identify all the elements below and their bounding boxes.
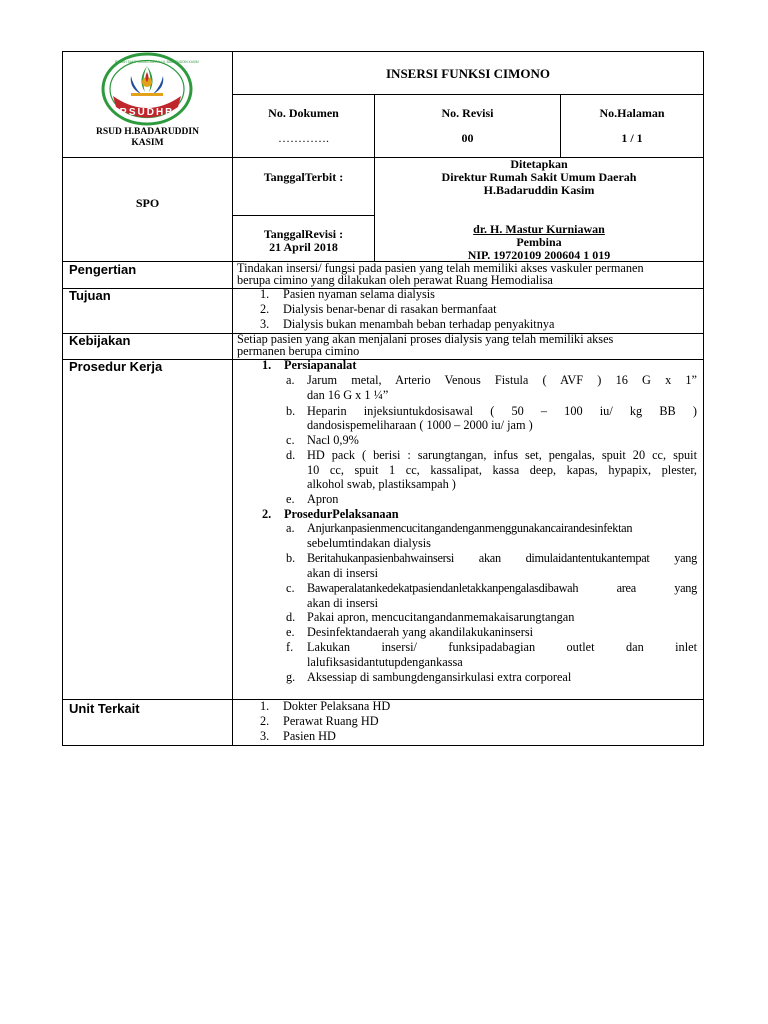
unit-label: Unit Terkait	[69, 701, 140, 716]
item-line: lalufiksasidantutupdengankassa	[307, 655, 463, 669]
prosedur-group1-num: 1.	[262, 358, 272, 372]
unit-item-3: Pasien HD	[283, 729, 336, 743]
revision-label: No. Revisi	[441, 106, 494, 120]
item-letter: b.	[286, 551, 296, 565]
logo-ring-text: RUMAH SAKIT UMUM DAERAH H. BADARUDDIN KASIM	[115, 60, 199, 64]
doc-number-value: ………….	[278, 131, 329, 145]
item-line: Lakukan insersi/ funksipadabagian outlet dan inlet	[307, 640, 697, 654]
item-line: dan 16 G x 1 ¼”	[307, 388, 389, 402]
item-line: Desinfektandaerah yang akandilakukaninsersi	[307, 625, 534, 639]
set-by-line1: Ditetapkan	[510, 157, 568, 171]
page-value: 1 / 1	[621, 131, 643, 145]
item-line: sebelumtindakan dialysis	[307, 536, 431, 550]
doc-number-label: No. Dokumen	[268, 106, 339, 120]
document-title: INSERSI FUNKSI CIMONO	[386, 66, 550, 81]
director-name: dr. H. Mastur Kurniawan	[473, 222, 605, 236]
prosedur-group1-title: Persiapanalat	[284, 358, 357, 372]
spo-label: SPO	[135, 196, 160, 210]
item-line: Anjurkanpasienmencucitangandenganmenggunakancairandesinfektan	[307, 521, 633, 535]
pengertian-line1: Tindakan insersi/ fungsi pada pasien yang telah memiliki akses vaskuler permanen	[237, 261, 644, 275]
pengertian-line2: berupa cimino yang dilakukan oleh perawat Ruang Hemodialisa	[237, 273, 553, 287]
item-letter: c.	[286, 433, 295, 447]
unit-item-1: Dokter Pelaksana HD	[283, 699, 391, 713]
item-letter: a.	[286, 521, 295, 535]
tujuan-num-3: 3.	[260, 317, 270, 331]
item-line: Pakai apron, mencucitangandanmemakaisarungtangan	[307, 610, 575, 624]
hospital-name-line2: KASIM	[131, 138, 164, 148]
item-line: Heparin injeksiuntukdosisawal ( 50 – 100 iu/ kg BB )	[307, 404, 697, 418]
issued-date-label: TanggalTerbit :	[263, 170, 344, 184]
item-letter: c.	[286, 581, 295, 595]
item-letter: f.	[286, 640, 294, 654]
page-label: No.Halaman	[599, 106, 665, 120]
logo-text: RSUDHB	[119, 107, 175, 118]
item-line: dandosispemeliharaan ( 1000 – 2000 iu/ jam )	[307, 418, 533, 432]
revision-value: 00	[461, 131, 474, 145]
kebijakan-line1: Setiap pasien yang akan menjalani proses dialysis yang telah memiliki akses	[237, 332, 614, 346]
prosedur-label: Prosedur Kerja	[69, 359, 163, 374]
item-letter: g.	[286, 670, 296, 684]
item-letter: e.	[286, 492, 295, 506]
prosedur-group2-num: 2.	[262, 507, 272, 521]
kebijakan-label: Kebijakan	[69, 333, 131, 348]
unit-item-2: Perawat Ruang HD	[283, 714, 379, 728]
unit-num-2: 2.	[260, 714, 270, 728]
tujuan-num-1: 1.	[260, 287, 270, 301]
item-line: Nacl 0,9%	[307, 433, 359, 447]
kebijakan-line2: permanen berupa cimino	[237, 344, 360, 358]
set-by-line3: H.Badaruddin Kasim	[483, 183, 595, 197]
tujuan-num-2: 2.	[260, 302, 270, 316]
item-letter: d.	[286, 610, 296, 624]
tujuan-item-1: Pasien nyaman selama dialysis	[283, 287, 435, 301]
tujuan-item-3: Dialysis bukan menambah beban terhadap penyakitnya	[283, 317, 555, 331]
unit-num-1: 1.	[260, 699, 270, 713]
tujuan-label: Tujuan	[69, 288, 111, 303]
item-line: akan di insersi	[307, 596, 379, 610]
hospital-logo	[101, 52, 199, 126]
set-by-line2: Direktur Rumah Sakit Umum Daerah	[441, 170, 637, 184]
director-nip: NIP. 19720109 200604 1 019	[467, 248, 611, 262]
item-line: alkohol swab, plastiksampah )	[307, 477, 456, 491]
item-line: akan di insersi	[307, 566, 379, 580]
pengertian-label: Pengertian	[69, 262, 137, 277]
director-rank: Pembina	[516, 235, 562, 249]
item-line: Jarum metal, Arterio Venous Fistula ( AVF ) 16 G x 1”	[307, 373, 697, 387]
item-letter: b.	[286, 404, 296, 418]
item-line: HD pack ( berisi : sarungtangan, infus set, pengalas, spuit 20 cc, spuit	[307, 448, 697, 462]
item-line: Aksessiap di sambungdengansirkulasi extra corporeal	[307, 670, 572, 684]
item-letter: d.	[286, 448, 296, 462]
hospital-name-line1: RSUD H.BADARUDDIN	[96, 127, 199, 137]
item-line: Beritahukanpasienbahwainsersi akan dimulaidantentukantempat yang	[307, 551, 697, 565]
item-letter: e.	[286, 625, 295, 639]
item-line: Bawaperalatankedekatpasiendanletakkanpengalasdibawah area yang	[307, 581, 697, 595]
revision-date-label: TanggalRevisi :	[263, 227, 344, 241]
unit-num-3: 3.	[260, 729, 270, 743]
item-line: 10 cc, spuit 1 cc, kassalipat, kassa deep, kapas, hypapix, plester,	[307, 463, 697, 477]
item-line: Apron	[307, 492, 339, 506]
item-letter: a.	[286, 373, 295, 387]
tujuan-item-2: Dialysis benar-benar di rasakan bermanfaat	[283, 302, 497, 316]
revision-date-value: 21 April 2018	[269, 240, 338, 254]
prosedur-group2-title: ProsedurPelaksanaan	[284, 507, 399, 521]
